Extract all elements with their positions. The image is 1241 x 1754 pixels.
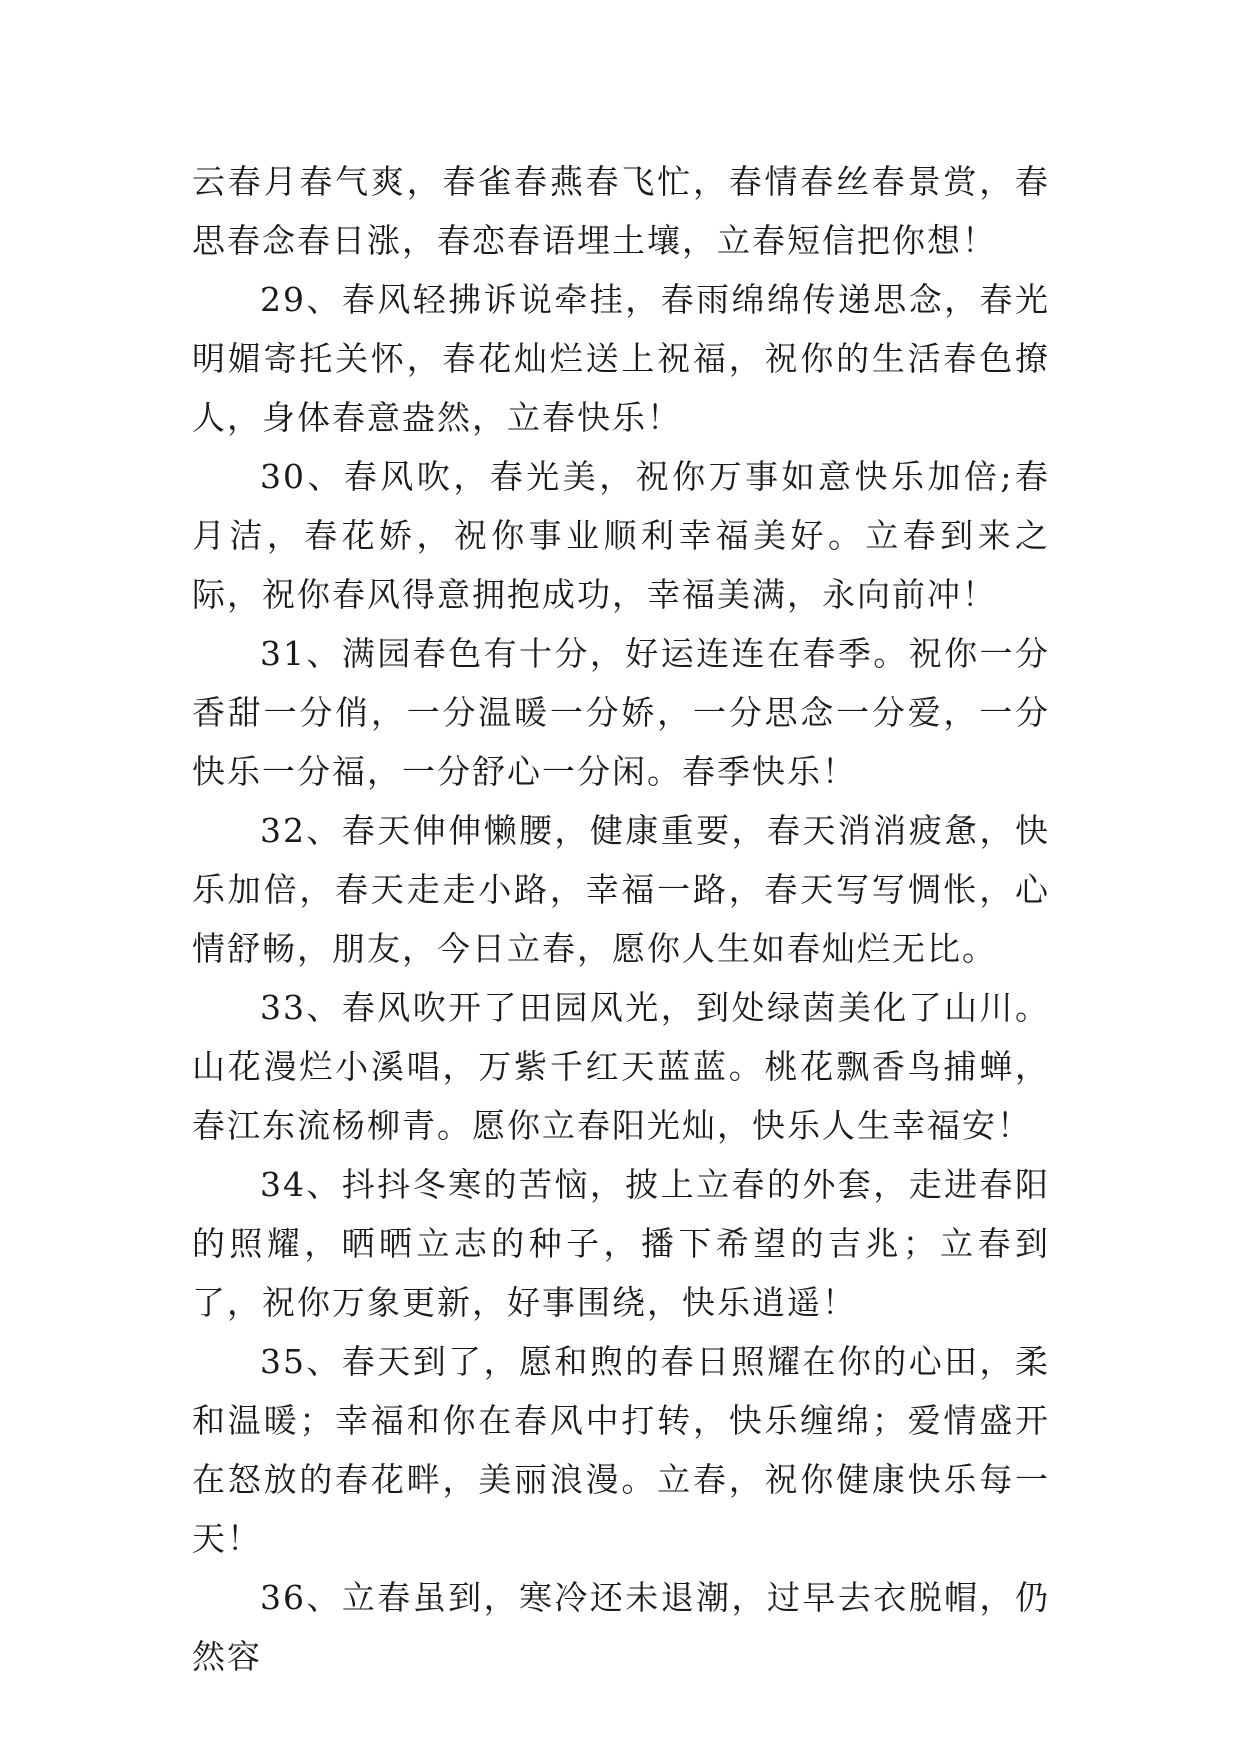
paragraph-35: 35、春天到了，愿和煦的春日照耀在你的心田，柔和温暖；幸福和你在春风中打转，快乐缠绵；爱情盛开在怒放的春花畔，美丽浪漫。立春，祝你健康快乐每一天！ [192, 1342, 1050, 1558]
paragraph-36: 36、立春虽到，寒冷还未退潮，过早去衣脱帽，仍然容 [192, 1578, 1050, 1676]
paragraph-continuation: 云春月春气爽，春雀春燕春飞忙，春情春丝春景赏，春思春念春日涨，春恋春语埋土壤，立春短信把你想！ [192, 162, 1050, 260]
document-body [192, 152, 1050, 1686]
paragraph-33: 33、春风吹开了田园风光，到处绿茵美化了山川。山花漫烂小溪唱，万紫千红天蓝蓝。桃花飘香鸟捕蝉，春江东流杨柳青。愿你立春阳光灿，快乐人生幸福安！ [192, 988, 1050, 1145]
paragraph-30: 30、春风吹，春光美，祝你万事如意快乐加倍;春月洁，春花娇，祝你事业顺利幸福美好。立春到来之际，祝你春风得意拥抱成功，幸福美满，永向前冲！ [192, 457, 1050, 614]
paragraph-32: 32、春天伸伸懒腰，健康重要，春天消消疲惫，快乐加倍，春天走走小路，幸福一路，春天写写惆怅，心情舒畅，朋友，今日立春，愿你人生如春灿烂无比。 [192, 811, 1050, 968]
paragraph-29: 29、春风轻拂诉说牵挂，春雨绵绵传递思念，春光明媚寄托关怀，春花灿烂送上祝福，祝你的生活春色撩人，身体春意盎然，立春快乐！ [192, 280, 1050, 437]
paragraph-31: 31、满园春色有十分，好运连连在春季。祝你一分香甜一分俏，一分温暖一分娇，一分思念一分爱，一分快乐一分福，一分舒心一分闲。春季快乐！ [192, 634, 1050, 791]
paragraph-34: 34、抖抖冬寒的苦恼，披上立春的外套，走进春阳的照耀，晒晒立志的种子，播下希望的吉兆；立春到了，祝你万象更新，好事围绕，快乐逍遥！ [192, 1165, 1050, 1322]
